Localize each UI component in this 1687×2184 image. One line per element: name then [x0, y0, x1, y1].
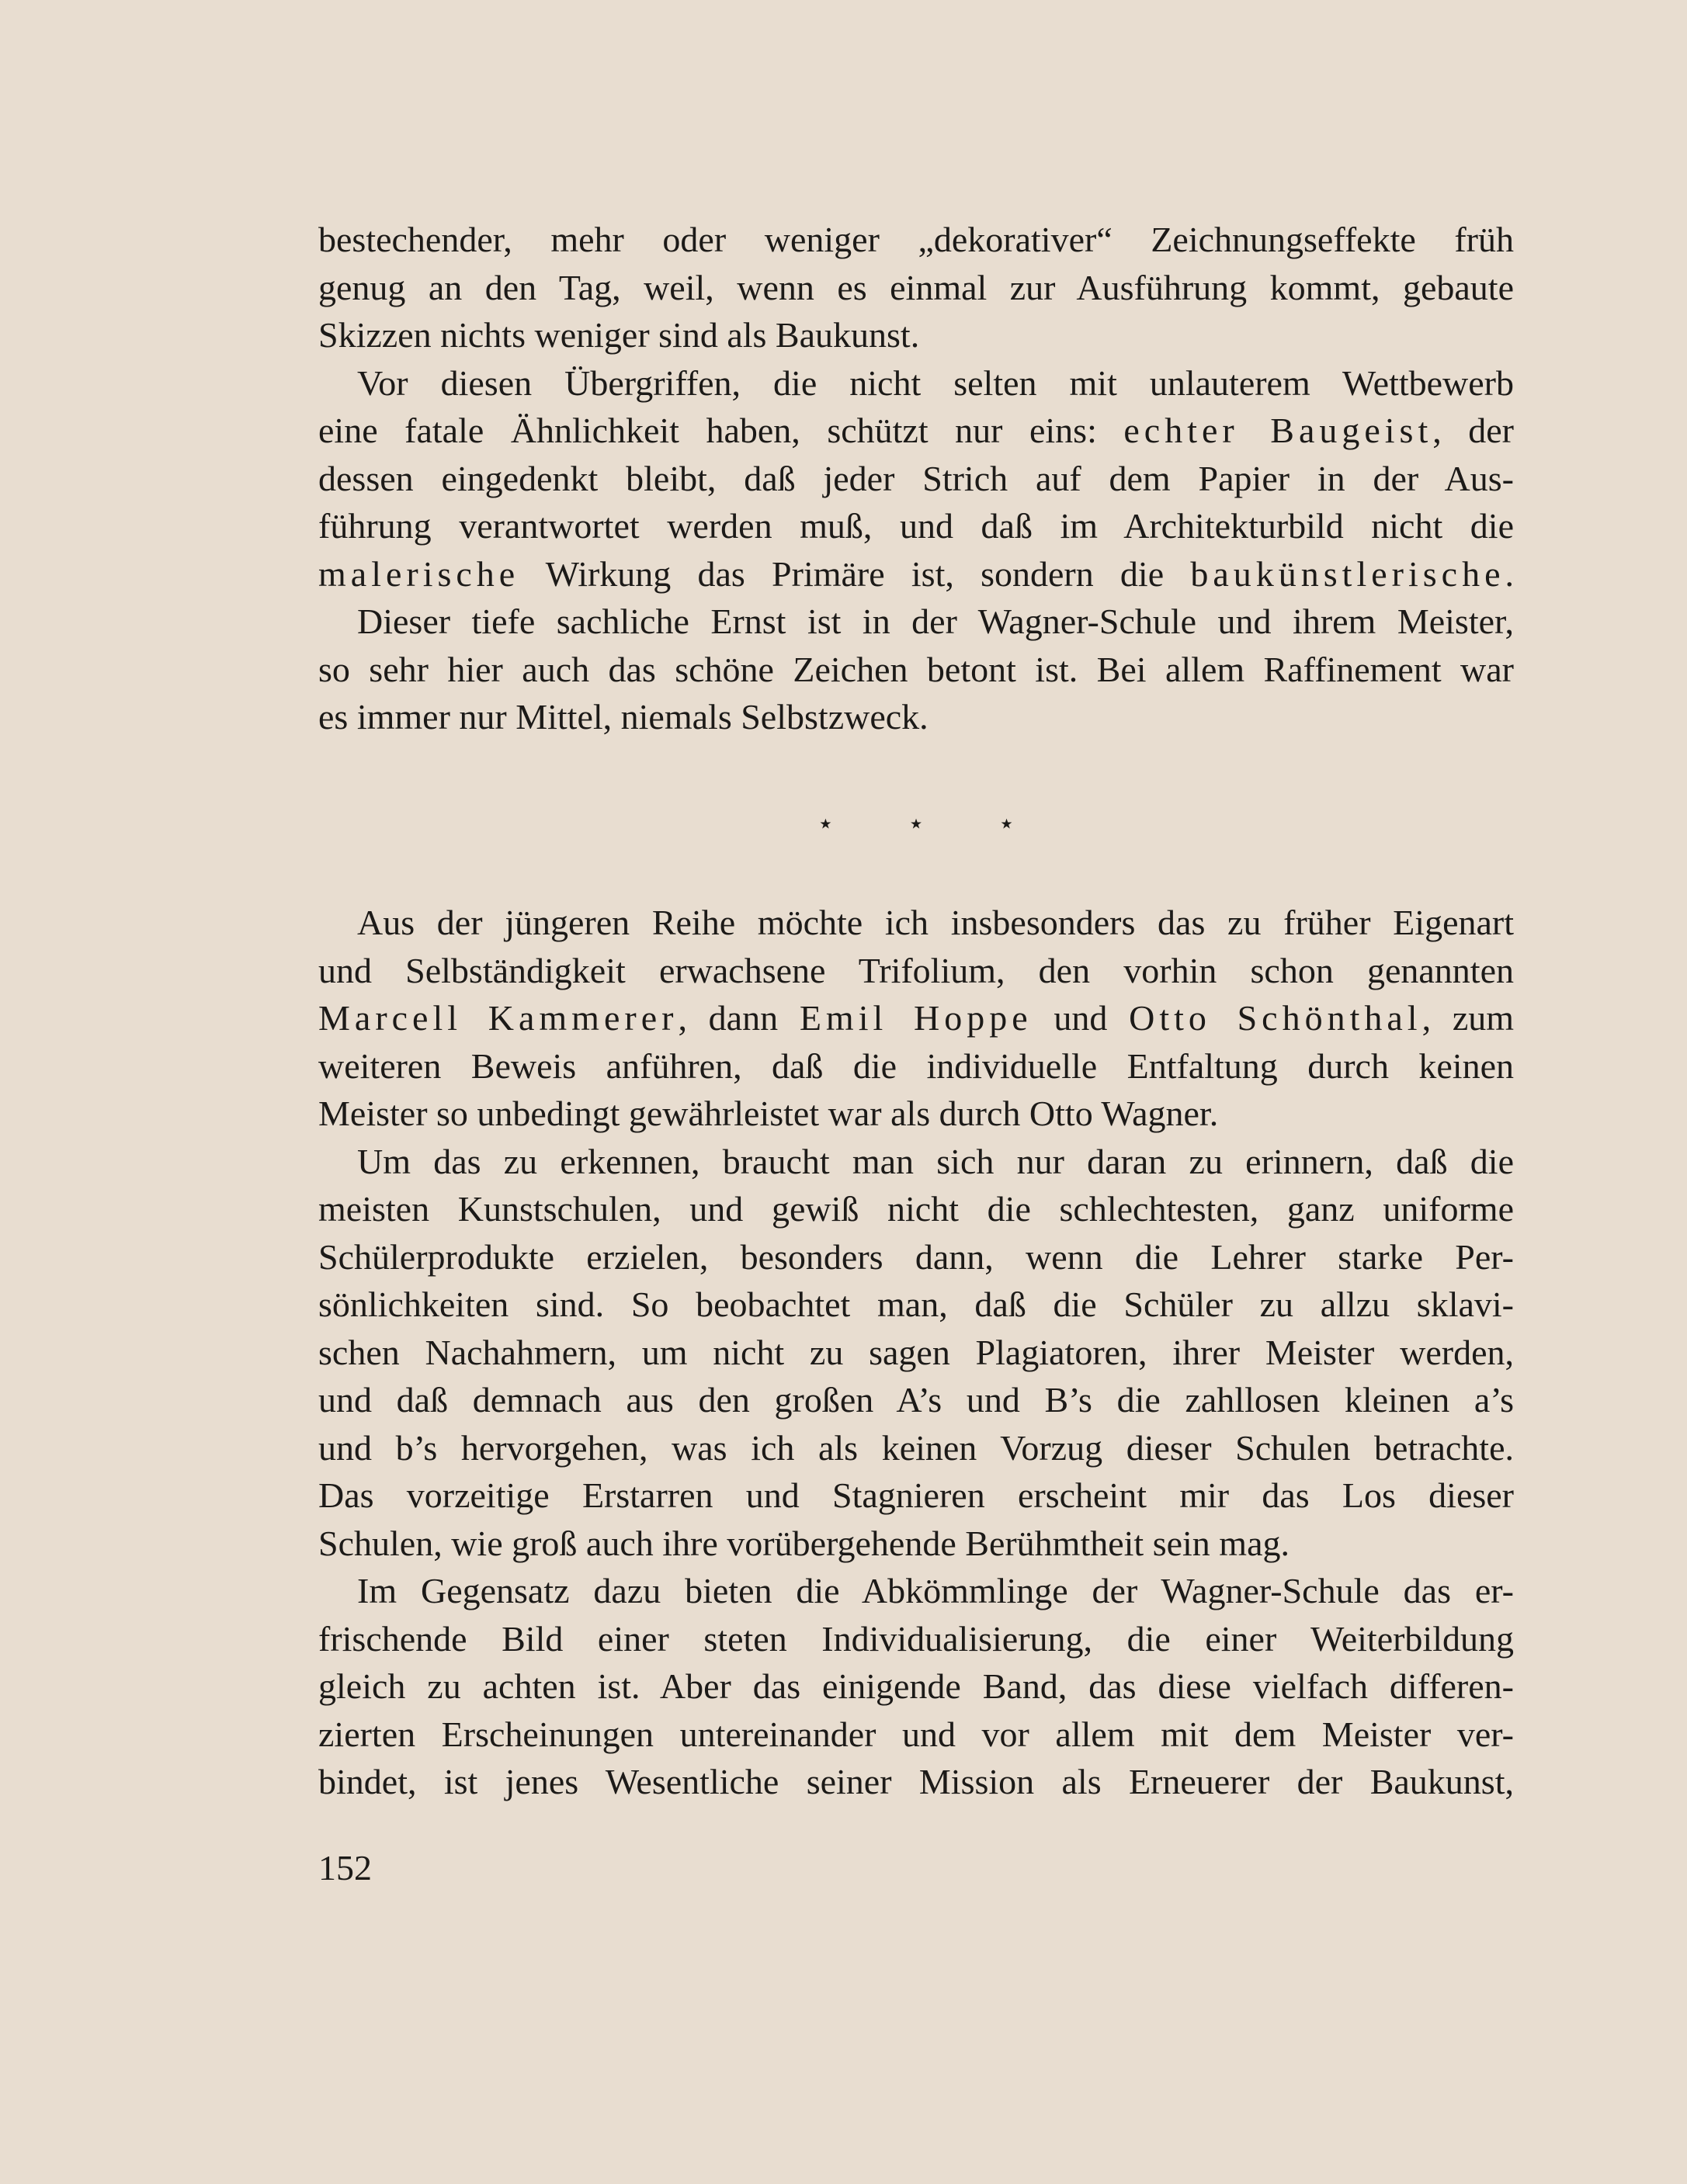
emphasis-text: malerische — [318, 553, 520, 594]
text-line: und Selbständigkeit erwachsene Trifolium, den vorhin schon genannten — [318, 950, 1514, 990]
text-line: genug an den Tag, weil, wenn es einmal zur Ausführung kommt, gebaute — [318, 267, 1514, 307]
page-number: 152 — [318, 1848, 372, 1888]
text-run: und — [1032, 998, 1130, 1038]
text-run: , der — [1432, 411, 1514, 450]
text-line: gleich zu achten ist. Aber das einigende Band, das diese vielfach differen- — [318, 1666, 1514, 1706]
paragraph-2 — [318, 359, 1514, 598]
paragraph-5 — [318, 1138, 1514, 1568]
text-run: . — [1505, 553, 1514, 594]
text-line: meisten Kunstschulen, und gewiß nicht die schlechtesten, ganz uniforme — [318, 1189, 1514, 1229]
paragraph-6 — [318, 1567, 1514, 1806]
text-line: führung verantwortet werden muß, und daß im Architekturbild nicht die — [318, 506, 1514, 546]
emphasis-text: echter Baugeist — [1123, 411, 1433, 450]
text-line: Aus der jüngeren Reihe möchte ich insbesonders das zu früher Eigenart — [357, 903, 1514, 942]
text-line: dessen eingedenkt bleibt, daß jeder Strich auf dem Papier in der Aus- — [318, 458, 1514, 498]
star-icon: ⋆ — [998, 808, 1015, 839]
star-icon: ⋆ — [907, 808, 925, 839]
text-line — [318, 550, 1514, 598]
text-line: Vor diesen Übergriffen, die nicht selten mit unlauterem Wettbewerb — [357, 362, 1514, 403]
text-line: schen Nachahmern, um nicht zu sagen Plagiatoren, ihrer Meister werden, — [318, 1332, 1514, 1372]
text-line: und b’s hervorgehen, was ich als keinen Vorzug dieser Schulen betrachte. — [318, 1427, 1514, 1468]
text-block — [318, 216, 1514, 1801]
text-line: bestechender, mehr oder weniger „dekorativer“ Zeichnungseffekte früh — [318, 220, 1514, 259]
text-line — [318, 407, 1514, 455]
person-name: Emil Hoppe — [799, 998, 1033, 1038]
text-line: Im Gegensatz dazu bieten die Abkömmlinge der Wagner-Schule das er- — [357, 1571, 1514, 1610]
text-line: Um das zu erkennen, braucht man sich nur daran zu erinnern, daß die — [357, 1141, 1514, 1181]
text-line: Schülerprodukte erzielen, besonders dann, wenn die Lehrer starke Per- — [318, 1236, 1514, 1277]
star-icon: ⋆ — [817, 808, 835, 839]
text-line: bindet, ist jenes Wesentliche seiner Mission als Erneuerer der Baukunst, — [318, 1762, 1514, 1801]
text-run: , zum — [1421, 998, 1514, 1038]
text-line — [318, 994, 1514, 1042]
person-name: Otto Schönthal — [1129, 998, 1422, 1038]
text-run: Wirkung das Primäre ist, sondern die — [519, 553, 1191, 594]
text-run: eine fatale Ähnlichkeit haben, schützt nur eins: — [318, 411, 1124, 450]
paragraph-1 — [318, 216, 1514, 359]
section-separator — [318, 807, 1514, 840]
text-line: sönlichkeiten sind. So beobachtet man, daß die Schüler zu allzu sklavi- — [318, 1284, 1514, 1324]
person-name: Marcell Kammerer — [318, 998, 679, 1038]
text-line: so sehr hier auch das schöne Zeichen betont ist. Bei allem Raffinement war — [318, 649, 1514, 689]
text-line: und daß demnach aus den großen A’s und B’s die zahllosen kleinen a’s — [318, 1380, 1514, 1420]
text-line: weiteren Beweis anführen, daß die individuelle Entfaltung durch keinen — [318, 1045, 1514, 1086]
emphasis-text: baukünstlerische — [1190, 553, 1505, 594]
text-line: Dieser tiefe sachliche Ernst ist in der Wagner-Schule und ihrem Meister, — [357, 601, 1514, 641]
text-line: Das vorzeitige Erstarren und Stagnieren erscheint mir das Los dieser — [318, 1475, 1514, 1515]
text-line: zierten Erscheinungen untereinander und vor allem mit dem Meister ver- — [318, 1714, 1514, 1754]
text-line: Schulen, wie groß auch ihre vorübergehende Berühmtheit sein mag. — [318, 1523, 1290, 1563]
text-line: frischende Bild einer steten Individualisierung, die einer Weiterbildung — [318, 1618, 1514, 1659]
text-line: Meister so unbedingt gewährleistet war als durch Otto Wagner. — [318, 1094, 1219, 1133]
paragraph-4 — [318, 899, 1514, 1138]
paragraph-3 — [318, 598, 1514, 741]
text-line: es immer nur Mittel, niemals Selbstzweck. — [318, 697, 929, 737]
text-line: Skizzen nichts weniger sind als Baukunst. — [318, 315, 920, 355]
text-run: , dann — [678, 998, 800, 1038]
text-block-after-separator — [318, 899, 1514, 1806]
